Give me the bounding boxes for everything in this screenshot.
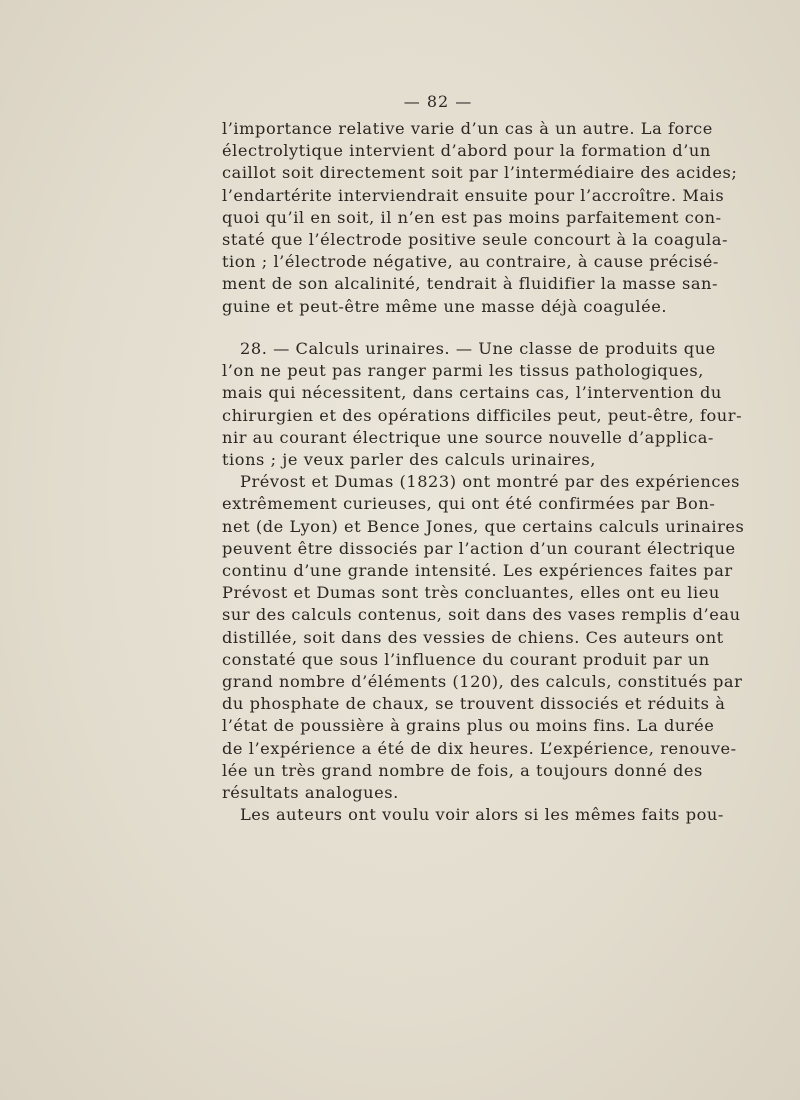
- section-28-calculs-urinaires: [222, 338, 745, 826]
- text-line: du phosphate de chaux, se trouvent dissociés et réduits à: [222, 694, 726, 714]
- text-line: électrolytique intervient d’abord pour la formation d’un: [222, 141, 711, 161]
- text-line: résultats analogues.: [222, 783, 399, 803]
- text-line: chirurgien et des opérations difficiles peut, peut-être, four-: [222, 405, 743, 425]
- text-line: tions ; je veux parler des calculs urinaires,: [222, 450, 596, 470]
- section-heading-line: 28. — Calculs urinaires. — Une classe de produits que: [240, 339, 716, 358]
- text-line: continu d’une grande intensité. Les expériences faites par: [222, 561, 733, 581]
- text-line: ment de son alcalinité, tendrait à fluidifier la masse san-: [222, 274, 719, 294]
- text-line: grand nombre d’éléments (120), des calculs, constitués par: [222, 672, 743, 692]
- page-number: — 82 —: [403, 92, 473, 111]
- text-line: quoi qu’il en soit, il n’en est pas moins parfaitement con-: [222, 207, 722, 227]
- text-line: lée un très grand nombre de fois, a toujours donné des: [222, 760, 703, 780]
- text-line: l’état de poussière à grains plus ou moins fins. La durée: [222, 716, 715, 736]
- text-line: l’on ne peut pas ranger parmi les tissus pathologiques,: [222, 361, 704, 381]
- paragraph-electrolysis-conclusion: [222, 118, 738, 318]
- text-line: peuvent être dissociés par l’action d’un courant électrique: [222, 538, 736, 558]
- text-line: net (de Lyon) et Bence Jones, que certains calculs urinaires: [222, 516, 745, 536]
- text-line: extrêmement curieuses, qui ont été confirmées par Bon-: [222, 494, 716, 514]
- text-line: mais qui nécessitent, dans certains cas, l’intervention du: [222, 383, 722, 403]
- text-line: Prévost et Dumas sont très concluantes, elles ont eu lieu: [222, 583, 720, 603]
- text-line: tion ; l’électrode négative, au contraire, à cause précisé-: [222, 252, 719, 272]
- text-line: Les auteurs ont voulu voir alors si les mêmes faits pou-: [240, 805, 724, 825]
- text-line: guine et peut-être même une masse déjà coagulée.: [222, 296, 668, 316]
- text-line: Prévost et Dumas (1823) ont montré par des expériences: [240, 472, 740, 492]
- text-line: staté que l’électrode positive seule concourt à la coagula-: [222, 230, 728, 250]
- text-line: l’importance relative varie d’un cas à un autre. La force: [222, 119, 713, 138]
- text-line: de l’expérience a été de dix heures. L’expérience, renouve-: [222, 738, 737, 758]
- text-line: distillée, soit dans des vessies de chiens. Ces auteurs ont: [222, 627, 724, 647]
- text-line: nir au courant électrique une source nouvelle d’applica-: [222, 427, 714, 447]
- text-line: caillot soit directement soit par l’intermédiaire des acides;: [222, 163, 738, 183]
- text-line: constaté que sous l’influence du courant produit par un: [222, 649, 710, 669]
- text-line: l’endartérite interviendrait ensuite pour l’accroître. Mais: [222, 185, 725, 205]
- text-line: sur des calculs contenus, soit dans des vases remplis d’eau: [222, 605, 741, 625]
